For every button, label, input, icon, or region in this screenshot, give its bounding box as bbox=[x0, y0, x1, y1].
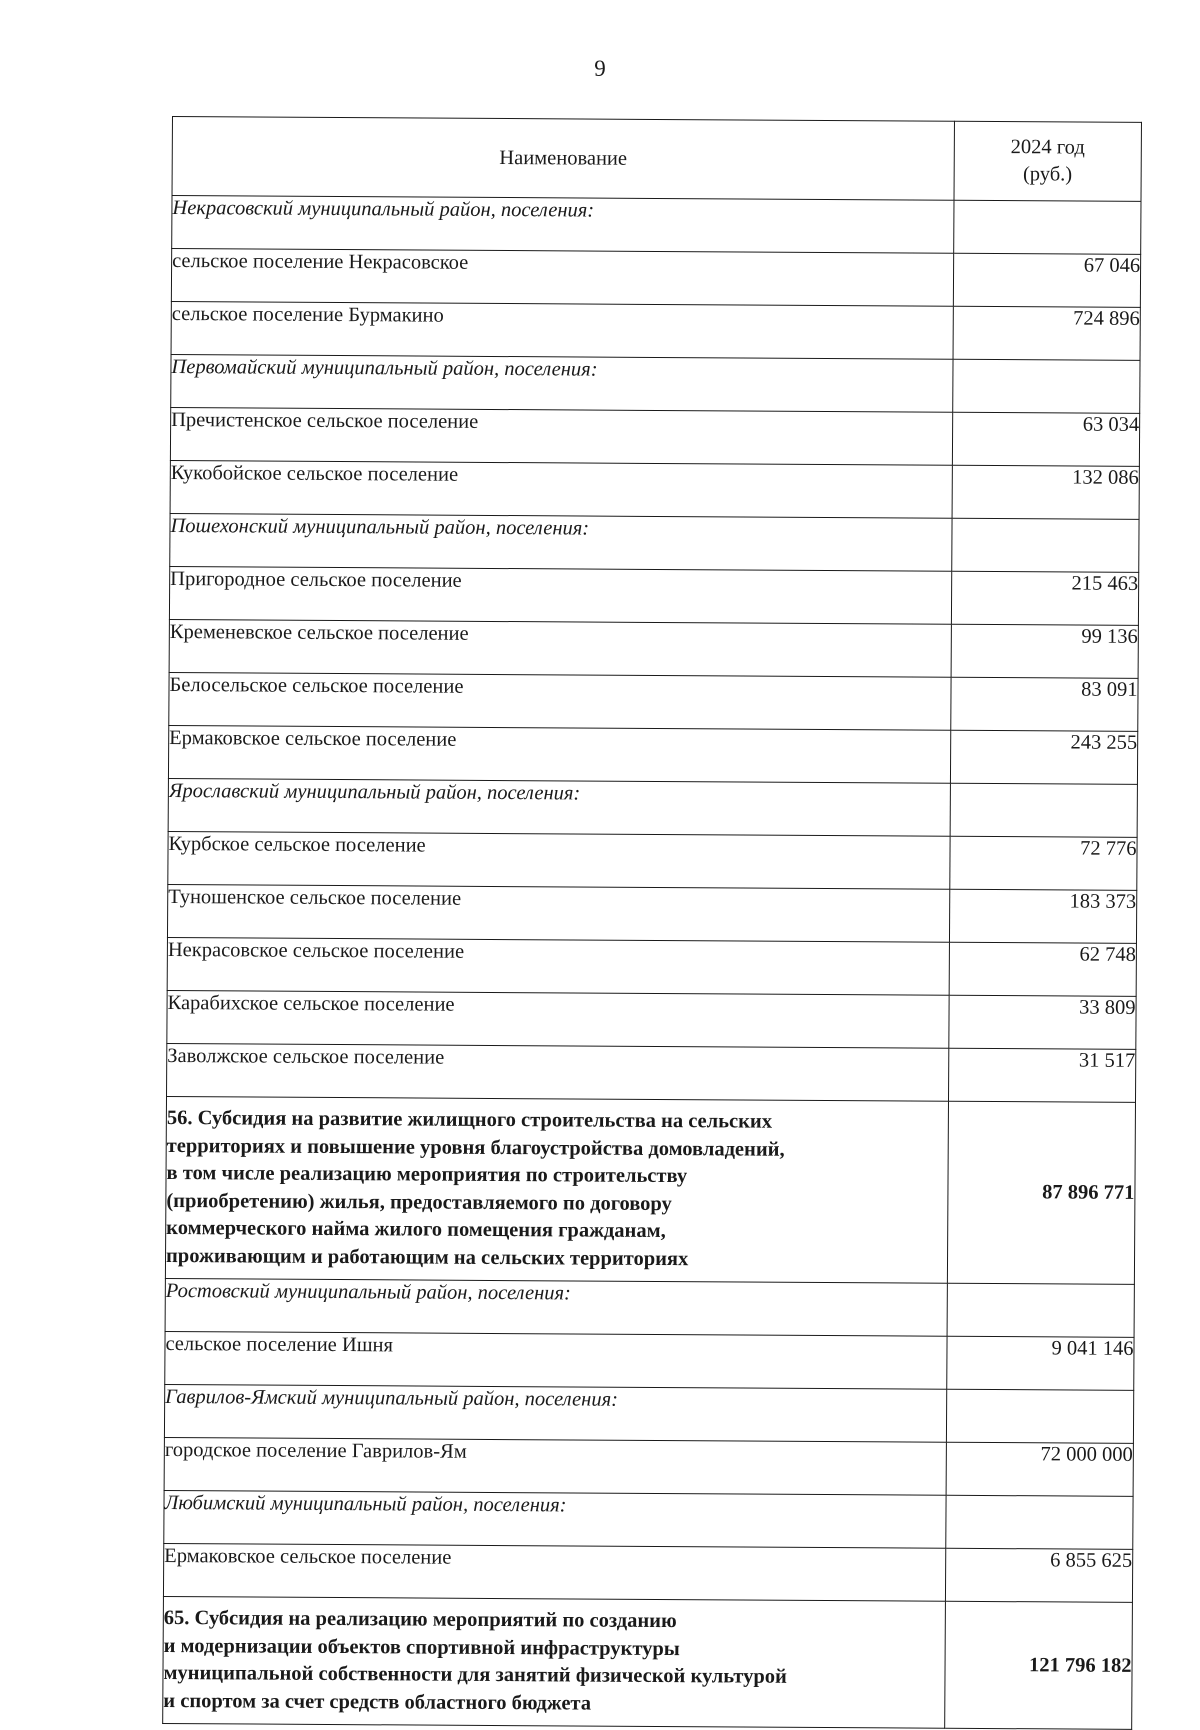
table-row bbox=[167, 1043, 1136, 1102]
budget-table bbox=[162, 116, 1142, 1730]
header-year-cell bbox=[954, 121, 1142, 201]
settlement-name-cell: Карабихское сельское поселение bbox=[167, 990, 949, 1048]
table-row bbox=[167, 884, 1136, 943]
settlement-name-cell: Некрасовское сельское поселение bbox=[167, 937, 949, 995]
section-title-line: (приобретению) жилья, предоставляемого по договору bbox=[166, 1189, 672, 1215]
section-title-line: и спортом за счет средств областного бюджета bbox=[163, 1689, 592, 1715]
table-row bbox=[168, 725, 1137, 784]
section-total-cell: 121 796 182 bbox=[945, 1601, 1133, 1729]
settlement-name-cell: Кукобойское сельское поселение bbox=[170, 460, 952, 518]
district-name-cell: Любимский муниципальный район, поселения: bbox=[164, 1490, 946, 1548]
amount-cell: 83 091 bbox=[951, 677, 1138, 731]
table-row bbox=[169, 566, 1138, 625]
section-title-line: территориях и повышение уровня благоустройства домовладений, bbox=[166, 1134, 785, 1161]
amount-cell: 72 776 bbox=[950, 836, 1137, 890]
table-row bbox=[164, 1437, 1133, 1496]
district-name-cell: Первомайский муниципальный район, поселения: bbox=[171, 354, 953, 412]
amount-cell bbox=[946, 1495, 1133, 1549]
amount-cell: 33 809 bbox=[949, 995, 1136, 1049]
district-name-cell: Ярославский муниципальный район, поселения: bbox=[168, 778, 950, 836]
section-title-cell bbox=[163, 1596, 946, 1728]
table-row bbox=[167, 990, 1136, 1049]
section-title-line: 56. Субсидия на развитие жилищного строительства на сельских bbox=[166, 1106, 773, 1133]
settlement-name-cell: сельское поселение Некрасовское bbox=[171, 249, 953, 307]
section-row bbox=[165, 1096, 1135, 1284]
district-group-row bbox=[170, 513, 1139, 572]
settlement-name-cell: Ермаковское сельское поселение bbox=[163, 1543, 945, 1601]
amount-cell: 72 000 000 bbox=[946, 1442, 1133, 1496]
amount-cell bbox=[954, 200, 1141, 254]
amount-cell bbox=[953, 359, 1140, 413]
amount-cell: 99 136 bbox=[951, 624, 1138, 678]
settlement-name-cell: сельское поселение Ишня bbox=[165, 1331, 947, 1389]
district-group-row bbox=[165, 1278, 1134, 1337]
section-title-cell bbox=[165, 1096, 948, 1283]
amount-cell: 67 046 bbox=[953, 253, 1140, 307]
table-row bbox=[167, 937, 1136, 996]
header-year: 2024 год bbox=[1010, 136, 1085, 159]
table-row bbox=[168, 831, 1137, 890]
table-row bbox=[169, 619, 1138, 678]
amount-cell: 31 517 bbox=[948, 1048, 1135, 1102]
section-title-line: и модернизации объектов спортивной инфраструктуры bbox=[163, 1634, 680, 1660]
settlement-name-cell: Ермаковское сельское поселение bbox=[168, 725, 950, 783]
district-group-row bbox=[164, 1490, 1133, 1549]
amount-cell: 243 255 bbox=[950, 730, 1137, 784]
district-group-row bbox=[168, 778, 1137, 837]
amount-cell: 132 086 bbox=[952, 465, 1139, 519]
district-name-cell: Гаврилов-Ямский муниципальный район, поселения: bbox=[164, 1384, 946, 1442]
amount-cell: 63 034 bbox=[952, 412, 1139, 466]
settlement-name-cell: Курбское сельское поселение bbox=[168, 831, 950, 889]
page-number: 9 bbox=[594, 56, 606, 81]
section-title-line: 65. Субсидия на реализацию мероприятий по созданию bbox=[163, 1606, 677, 1633]
settlement-name-cell: Кременевское сельское поселение bbox=[169, 619, 951, 677]
amount-cell bbox=[950, 783, 1137, 837]
table-row bbox=[170, 460, 1139, 519]
amount-cell bbox=[946, 1389, 1133, 1443]
table-row bbox=[170, 407, 1139, 466]
amount-cell: 183 373 bbox=[949, 889, 1136, 943]
settlement-name-cell: Белосельское сельское поселение bbox=[169, 672, 951, 730]
amount-cell: 9 041 146 bbox=[947, 1336, 1134, 1390]
settlement-name-cell: Пригородное сельское поселение bbox=[169, 566, 951, 624]
header-name-cell: Наименование bbox=[172, 117, 954, 201]
section-title-line: проживающим и работающим на сельских территориях bbox=[165, 1244, 689, 1270]
section-title-line: в том числе реализацию мероприятия по строительству bbox=[166, 1161, 688, 1188]
table-row bbox=[171, 301, 1140, 360]
district-name-cell: Некрасовский муниципальный район, поселения: bbox=[172, 196, 954, 254]
district-name-cell: Ростовский муниципальный район, поселения: bbox=[165, 1278, 947, 1336]
settlement-name-cell: Туношенское сельское поселение bbox=[167, 884, 949, 942]
amount-cell: 62 748 bbox=[949, 942, 1136, 996]
amount-cell bbox=[952, 518, 1139, 572]
section-title-line: коммерческого найма жилого помещения гражданам, bbox=[166, 1216, 666, 1243]
district-name-cell: Пошехонский муниципальный район, поселения: bbox=[170, 513, 952, 571]
section-total-cell: 87 896 771 bbox=[947, 1101, 1135, 1284]
table-row bbox=[163, 1543, 1132, 1602]
amount-cell: 6 855 625 bbox=[945, 1548, 1132, 1602]
section-row bbox=[163, 1596, 1133, 1729]
settlement-name-cell: Пречистенское сельское поселение bbox=[170, 407, 952, 465]
settlement-name-cell: Заволжское сельское поселение bbox=[167, 1043, 949, 1101]
table-row bbox=[171, 249, 1140, 308]
table-header-row bbox=[172, 117, 1141, 202]
settlement-name-cell: сельское поселение Бурмакино bbox=[171, 301, 953, 359]
district-group-row bbox=[172, 196, 1141, 255]
district-group-row bbox=[171, 354, 1140, 413]
table-row bbox=[169, 672, 1138, 731]
amount-cell: 215 463 bbox=[951, 571, 1138, 625]
amount-cell: 724 896 bbox=[953, 306, 1140, 360]
section-title-line: муниципальной собственности для занятий физической культурой bbox=[163, 1661, 787, 1688]
settlement-name-cell: городское поселение Гаврилов-Ям bbox=[164, 1437, 946, 1495]
header-unit: (руб.) bbox=[1022, 163, 1073, 186]
amount-cell bbox=[947, 1283, 1134, 1337]
district-group-row bbox=[164, 1384, 1133, 1443]
table-row bbox=[165, 1331, 1134, 1390]
